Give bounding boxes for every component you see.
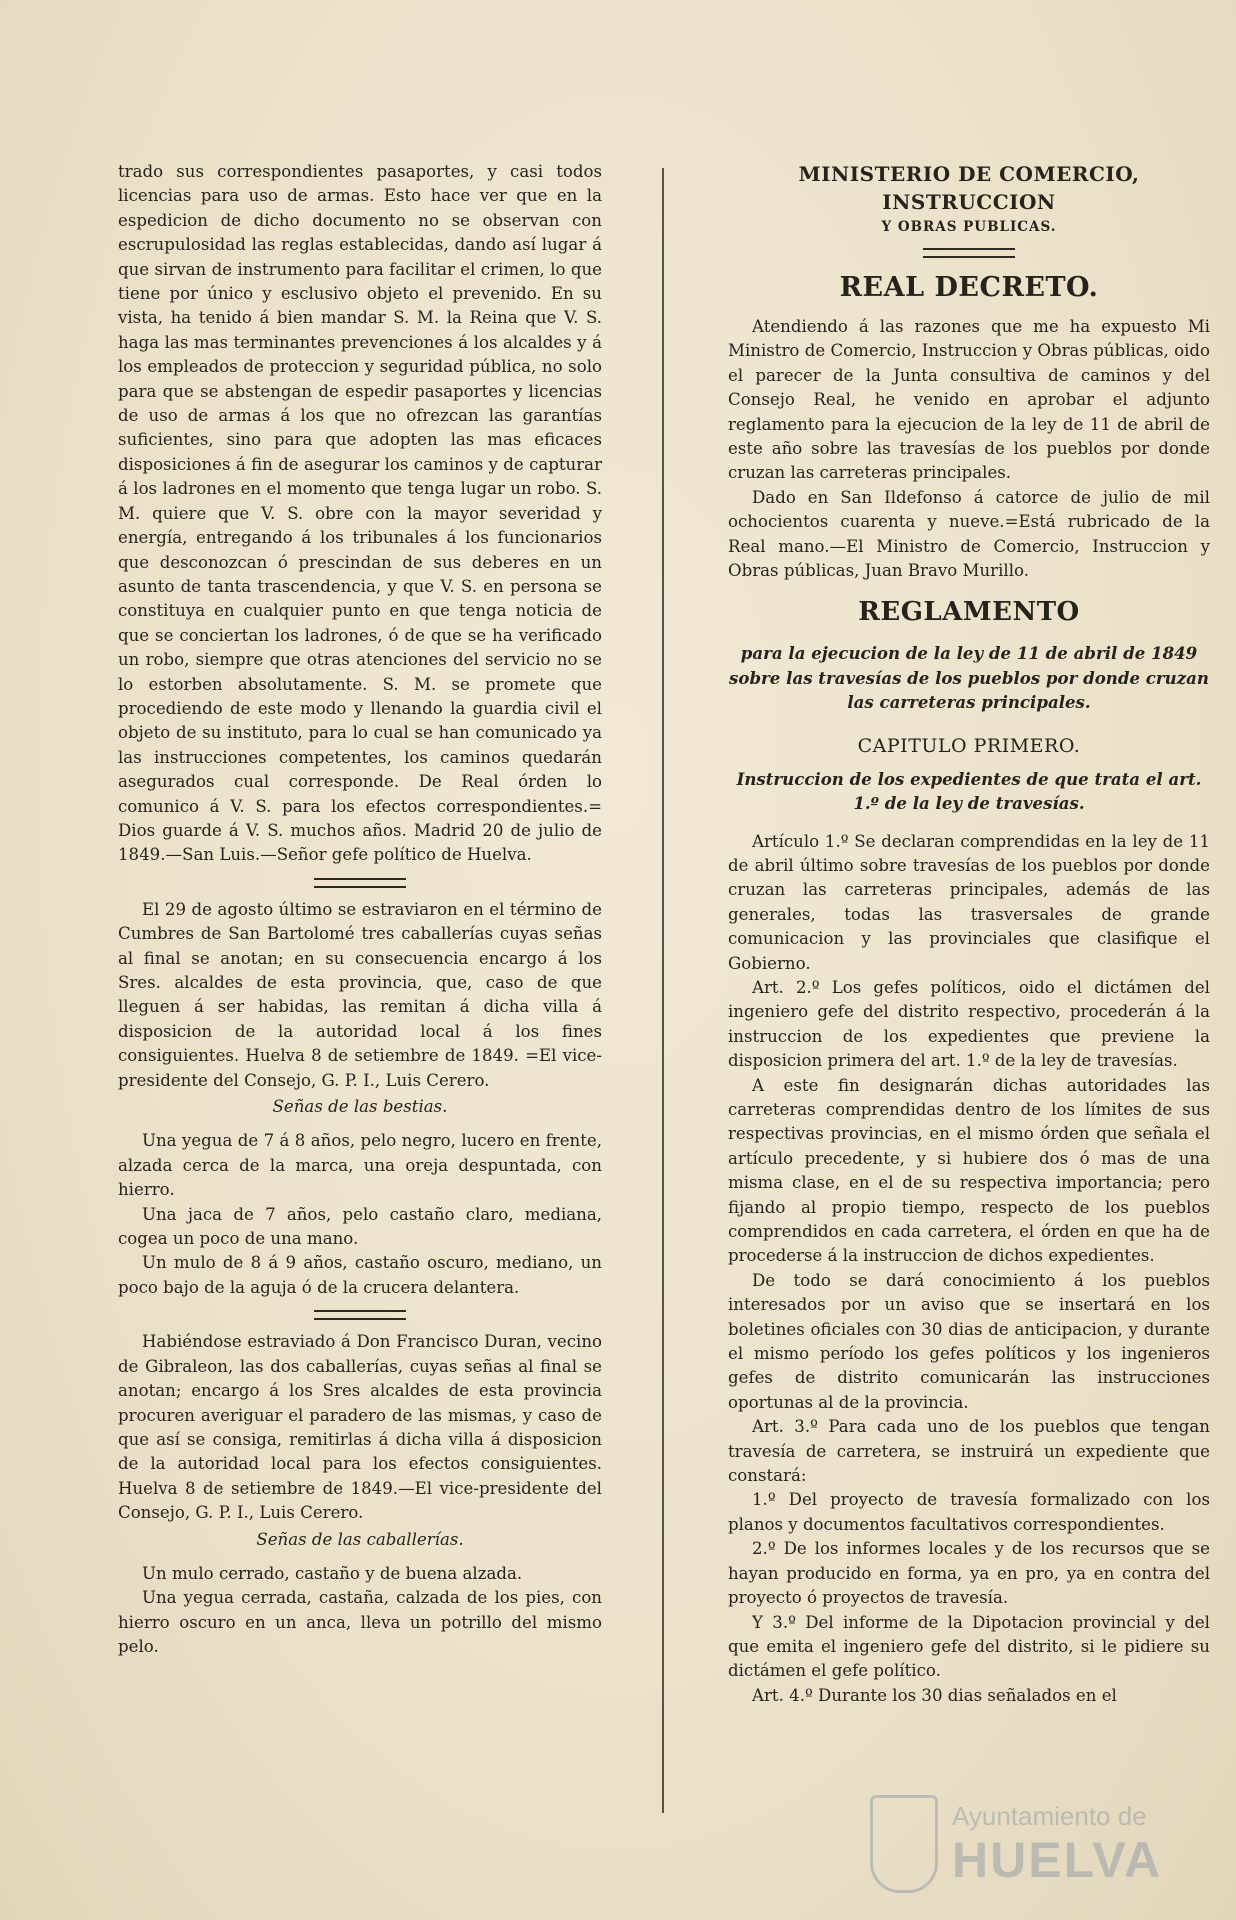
watermark-line-2: HUELVA [952,1832,1163,1888]
article-4: Art. 4.º Durante los 30 dias señalados en el [752,1685,1117,1705]
ministry-subtitle: Y OBRAS PUBLICAS. [881,219,1057,235]
notice-gibraleon: Habiéndose estraviado á Don Francisco Duran, vecino de Gibraleon, las dos caballerías, cuyas señas al final se anotan; encargo á los Sres alcaldes de esta provincia procuren averiguar el paradero de las mismas, y caso de que así se consiga, remitirlas á dicha villa á disposicion de la autoridad local para los efectos consiguientes. Huelva 8 de setiembre de 1849.—El vice-presidente del Consejo, G. P. I., Luis Cerero. [118,1332,602,1523]
senas-bestias-item-1: Una yegua de 7 á 8 años, pelo negro, lucero en frente, alzada cerca de la marca, una oreja despuntada, con hierro. [118,1131,602,1200]
article-2-paragraph-c: De todo se dará conocimiento á los pueblos interesados por un aviso que se insertará en los boletines oficiales con 30 dias de anticipacion, y durante el mismo período los gefes políticos y los ingenieros gefes de distrito comunicarán las instrucciones oportunas al de la provincia. [728,1270,1210,1412]
article-2-paragraph-b: A este fin designarán dichas autoridades las carreteras comprendidas dentro de los límites de sus respectivas provincias, en el mismo órden que señala el artículo precedente, y si hubiere dos ó mas de una misma clase, en el de su respectiva importancia; pero fijando al propio tiempo, respecto de los pueblos comprendidos en cada carretera, el órden en que ha de procederse á la instruccion de dichos expedientes. [728,1075,1210,1266]
article-3-item-3: Y 3.º Del informe de la Dipotacion provincial y del que emita el ingeniero gefe del distrito, si le pidiere su dictámen el gefe político. [728,1612,1210,1681]
article-continuation: trado sus correspondientes pasaportes, y casi todos licencias para uso de armas. Esto hace ver que en la espedicion de dicho documento no se observan con escrupulosidad las reglas establecidas, dando así lugar á que sirvan de instrumento para facilitar el crimen, lo que tiene por único y esclusivo objeto el prevenido. En su vista, ha tenido á bien mandar S. M. la Reina que V. S. haga las mas terminantes prevenciones á los alcaldes y á los empleados de proteccion y seguridad pública, no solo para que se abstengan de espedir pasaportes y licencias de uso de armas á los que no ofrezcan las garantías suficientes, sino para que adopten las mas eficaces disposiciones á fin de asegurar los caminos y de capturar á los ladrones en el momento que tenga lugar un robo. S. M. quiere que V. S. obre con la mayor severidad y energía, entregando á los tribunales á los funcionarios que desconozcan ó prescindan de sus deberes en un asunto de tanta trascendencia, y que V. S. en persona se constituya en cualquier punto en que tenga noticia de que se conciertan los ladrones, ó de que se ha verificado un robo, siempre que otras atenciones del servicio no se lo estorben absolutamente. S. M. se promete que procediendo de este modo y llenando la guardia civil el objeto de su instituto, para lo cual se han comunicado ya las instrucciones competentes, los caminos quedarán asegurados cual corresponde. De Real órden lo comunico á V. S. para los efectos correspondientes.= Dios guarde á V. S. muchos años. Madrid 20 de julio de 1849.—San Luis.—Señor gefe político de Huelva. [118,162,602,865]
section-rule [923,248,1015,258]
notice-cumbres: El 29 de agosto último se estraviaron en el término de Cumbres de San Bartolomé tres caballerías cuyas señas al final se anotan; en su consecuencia encargo á los Sres. alcaldes de esta provincia, que, caso de que lleguen á ser habidas, las remitan á dicha villa á disposicion de la autoridad local á los fines consiguientes. Huelva 8 de setiembre de 1849. =El vice-presidente del Consejo, G. P. I., Luis Cerero. [118,899,602,1090]
senas-caballerias-item-2: Una yegua cerrada, castaña, calzada de los pies, con hierro oscuro en un anca, lleva un potrillo del mismo pelo. [118,1588,602,1657]
decree-text: Atendiendo á las razones que me ha expuesto Mi Ministro de Comercio, Instruccion y Obras públicas, oido el parecer de la Junta consultiva de caminos y del Consejo Real, he venido en aprobar el adjunto reglamento para la ejecucion de la ley de 11 de abril de este año sobre las travesías de los pueblos por donde cruzan las carreteras principales. [728,317,1210,483]
article-1: Artículo 1.º Se declaran comprendidas en la ley de 11 de abril último sobre travesías de los pueblos por donde cruzan las carreteras principales, además de las generales, todas las trasversales de grande comunicacion y las provinciales que clasifique el Gobierno. [728,831,1210,973]
shield-icon [870,1795,938,1893]
section-rule [314,1310,406,1320]
column-divider [662,168,664,1813]
real-decreto-heading: REAL DECRETO. [839,272,1099,303]
senas-bestias-item-3: Un mulo de 8 á 9 años, castaño oscuro, mediano, un poco bajo de la aguja ó de la crucera delantera. [118,1253,602,1297]
senas-caballerias-title: Señas de las caballerías. [256,1529,464,1549]
ayuntamiento-watermark [870,1795,1200,1905]
senas-bestias-item-2: Una jaca de 7 años, pelo castaño claro, mediana, cogea un poco de una mano. [118,1204,602,1249]
left-column [118,160,602,1660]
section-rule [314,878,406,888]
watermark-line-1: Ayuntamiento de [952,1801,1147,1831]
reglamento-subtitle: para la ejecucion de la ley de 11 de abril de 1849 sobre las travesías de los pueblos por donde cruzan las carreteras principales. [729,643,1209,713]
article-3-item-2: 2.º De los informes locales y de los recursos que se hayan producido en forma, ya en pro, ya en contra del proyecto ó proyectos de travesía. [728,1539,1210,1608]
article-3: Art. 3.º Para cada uno de los pueblos que tengan travesía de carretera, se instruirá un expediente que constará: [728,1417,1210,1486]
right-column [728,160,1210,1708]
article-3-item-1: 1.º Del proyecto de travesía formalizado con los planos y documentos facultativos correspondientes. [728,1490,1210,1534]
senas-bestias-title: Señas de las bestias. [272,1097,448,1117]
decree-signature: Dado en San Ildefonso á catorce de julio de mil ochocientos cuarenta y nueve.=Está rubricado de la Real mano.—El Ministro de Comercio, Instruccion y Obras públicas, Juan Bravo Murillo. [728,487,1210,581]
ministry-title: MINISTERIO DE COMERCIO, INSTRUCCION [798,162,1140,214]
senas-caballerias-item-1: Un mulo cerrado, castaño y de buena alzada. [142,1563,523,1583]
article-2: Art. 2.º Los gefes políticos, oido el dictámen del ingeniero gefe del distrito respectivo, procederán á la instruccion de los expedientes que previene la disposicion primera del art. 1.º de la ley de travesías. [728,977,1210,1071]
reglamento-heading: REGLAMENTO [858,597,1080,628]
chapter-subtitle: Instruccion de los expedientes de que trata el art. 1.º de la ley de travesías. [736,768,1202,814]
chapter-heading: CAPITULO PRIMERO. [857,734,1081,757]
